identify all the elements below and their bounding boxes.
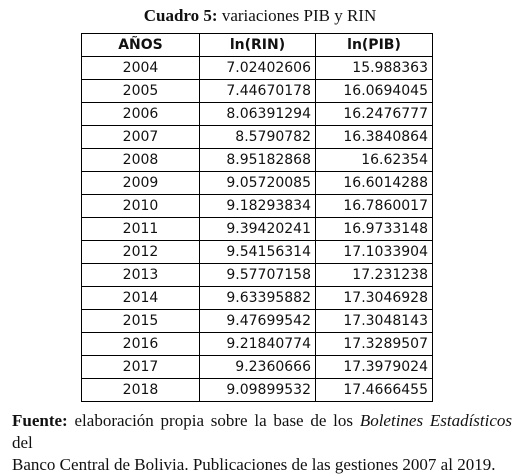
cell-ln-rin: 9.05720085: [200, 172, 316, 195]
table-row: [82, 241, 433, 264]
cell-ln-pib: 17.3046928: [316, 287, 433, 310]
cell-year: 2009: [82, 172, 200, 195]
cell-ln-pib: 16.9733148: [316, 218, 433, 241]
table-row: [82, 195, 433, 218]
table-row: [82, 379, 433, 402]
table-row: [82, 126, 433, 149]
header-ln-pib: ln(PIB): [316, 34, 433, 57]
cell-ln-pib: 16.0694045: [316, 80, 433, 103]
cell-year: 2008: [82, 149, 200, 172]
cell-ln-pib: 16.6014288: [316, 172, 433, 195]
source-note: [12, 410, 512, 476]
table-row: [82, 149, 433, 172]
cell-ln-pib: 17.3289507: [316, 333, 433, 356]
table-row: [82, 103, 433, 126]
cell-year: 2015: [82, 310, 200, 333]
cell-ln-rin: 8.06391294: [200, 103, 316, 126]
table-row: [82, 310, 433, 333]
header-year: AÑOS: [82, 34, 200, 57]
source-text-before: elaboración propia sobre la base de los: [74, 411, 354, 430]
cell-year: 2006: [82, 103, 200, 126]
header-row: [82, 34, 433, 57]
table-row: [82, 172, 433, 195]
data-table: [81, 33, 433, 402]
cell-ln-rin: 9.09899532: [200, 379, 316, 402]
cell-ln-rin: 9.54156314: [200, 241, 316, 264]
cell-ln-pib: 17.231238: [316, 264, 433, 287]
cell-ln-pib: 17.3979024: [316, 356, 433, 379]
cell-year: 2018: [82, 379, 200, 402]
cell-ln-pib: 17.4666455: [316, 379, 433, 402]
cell-ln-pib: 15.988363: [316, 57, 433, 80]
header-ln-rin: ln(RIN): [200, 34, 316, 57]
cell-year: 2011: [82, 218, 200, 241]
cell-ln-rin: 9.21840774: [200, 333, 316, 356]
cell-year: 2014: [82, 287, 200, 310]
cell-ln-rin: 8.95182868: [200, 149, 316, 172]
caption-label: Cuadro 5:: [143, 6, 218, 25]
table-caption: [0, 6, 520, 26]
cell-year: 2004: [82, 57, 200, 80]
source-text-after: del: [12, 433, 33, 452]
table-row: [82, 57, 433, 80]
cell-ln-pib: 16.62354: [316, 149, 433, 172]
cell-year: 2017: [82, 356, 200, 379]
cell-year: 2013: [82, 264, 200, 287]
source-label: Fuente:: [12, 411, 68, 430]
cell-ln-rin: 9.39420241: [200, 218, 316, 241]
cell-ln-rin: 9.47699542: [200, 310, 316, 333]
cell-ln-pib: 17.1033904: [316, 241, 433, 264]
cell-year: 2007: [82, 126, 200, 149]
source-line-1: [12, 410, 512, 454]
cell-year: 2010: [82, 195, 200, 218]
table-row: [82, 264, 433, 287]
cell-ln-rin: 7.02402606: [200, 57, 316, 80]
cell-ln-rin: 9.18293834: [200, 195, 316, 218]
cell-ln-pib: 17.3048143: [316, 310, 433, 333]
cell-ln-pib: 16.2476777: [316, 103, 433, 126]
table-row: [82, 80, 433, 103]
cell-year: 2012: [82, 241, 200, 264]
cell-ln-pib: 16.7860017: [316, 195, 433, 218]
cell-ln-rin: 8.5790782: [200, 126, 316, 149]
table-row: [82, 356, 433, 379]
cell-ln-rin: 9.57707158: [200, 264, 316, 287]
table-row: [82, 218, 433, 241]
cell-year: 2016: [82, 333, 200, 356]
source-line-2: Banco Central de Bolivia. Publicaciones de las gestiones 2007 al 2019.: [12, 455, 496, 474]
cell-ln-rin: 9.63395882: [200, 287, 316, 310]
cell-year: 2005: [82, 80, 200, 103]
cell-ln-rin: 7.44670178: [200, 80, 316, 103]
cell-ln-pib: 16.3840864: [316, 126, 433, 149]
source-italic-title: Boletines Estadísticos: [359, 411, 513, 430]
table-row: [82, 287, 433, 310]
table-row: [82, 333, 433, 356]
caption-text: variaciones PIB y RIN: [221, 6, 377, 25]
cell-ln-rin: 9.2360666: [200, 356, 316, 379]
